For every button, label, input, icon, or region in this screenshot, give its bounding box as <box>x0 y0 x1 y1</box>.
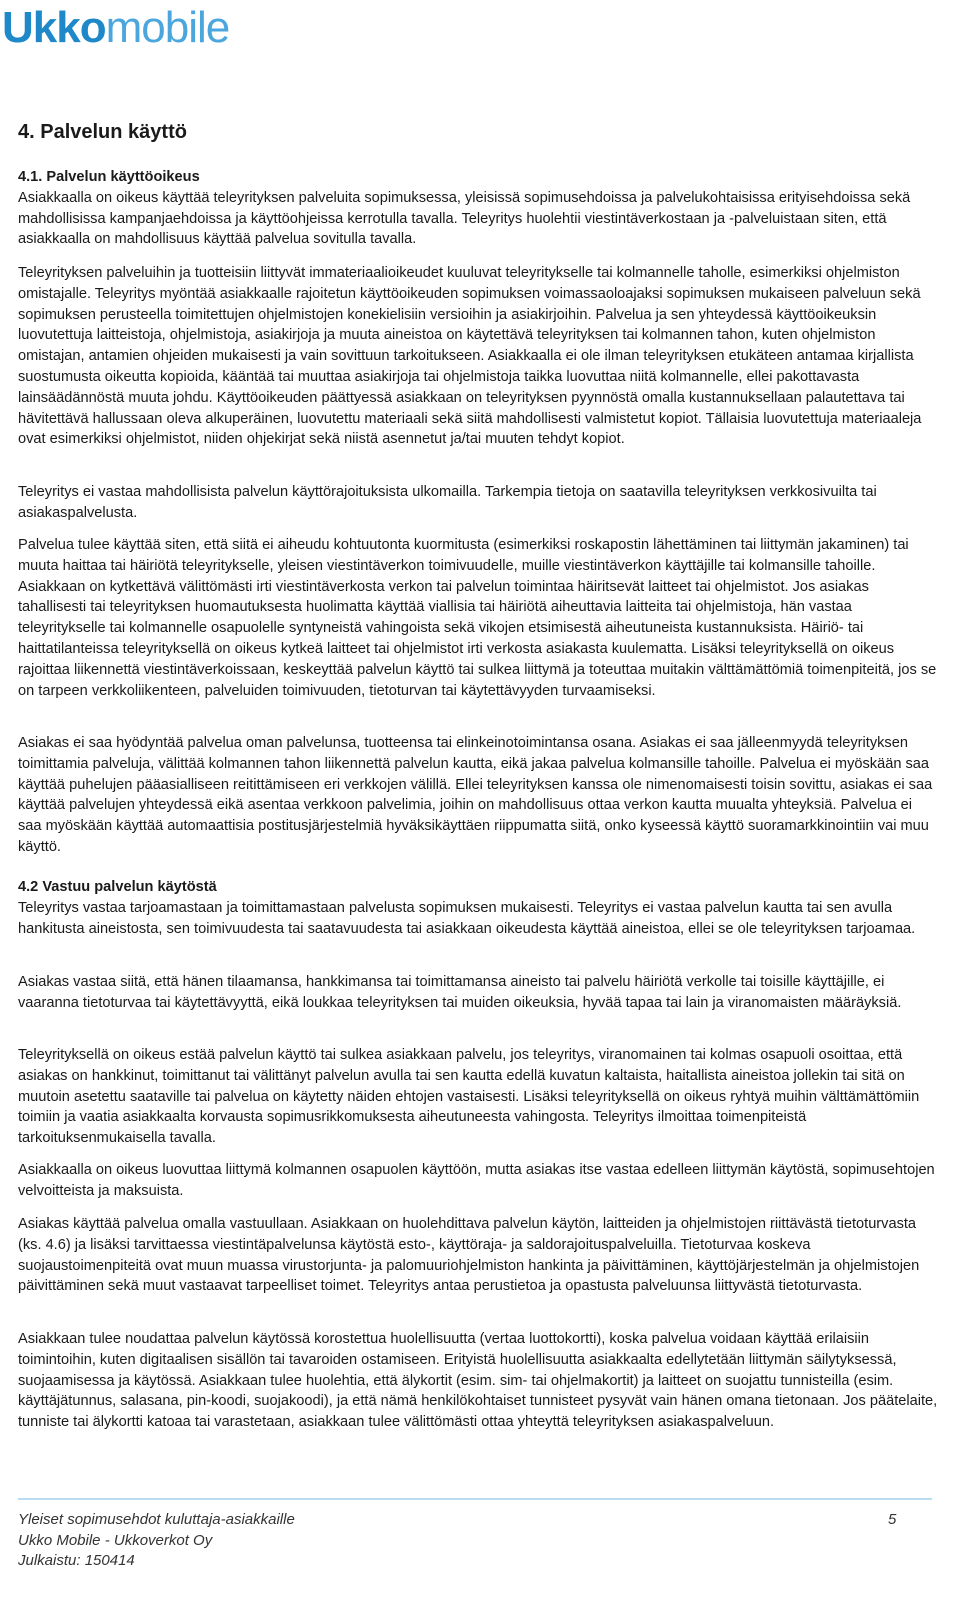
section-4-2-paragraph-6: Asiakkaan tulee noudattaa palvelun käytössä korostettua huolellisuutta (vertaa luottokortti), koska palvelua voidaan käyttää erilaisiin toimintoihin, kuten digitaalisen sisällön tai tavaroiden ostamiseen. Erityistä huolellisuutta asiakkaalta edellytetään liittymän säilytyksessä, suojaamisessa ja käytössä. Asiakkaan tulee huolehtia, että älykortit (esim. sim- tai ohjelmakortit) ja laitteet on suojattu tunnisteilla (esim. käyttäjätunnus, salasana, pin-koodi, suojakoodi), ja että nämä henkilökohtaiset tunnisteet pysyvät vain hänen omana tietonaan. Jos päätelaite, tunniste tai älykortti katoaa tai varastetaan, asiakkaan tulee välittömästi ottaa yhteyttä teleyrityksen asiakaspalveluun. <box>18 1331 938 1431</box>
section-4-2-paragraph-4: Asiakkaalla on oikeus luovuttaa liittymä kolmannen osapuolen käyttöön, mutta asiakas itse vastaa edelleen liittymän käytöstä, sopimusehtojen velvoitteista ja maksuista. <box>18 1162 935 1199</box>
ukko-mobile-logo <box>2 0 229 50</box>
footer-published: Julkaistu: 150414 <box>18 1552 135 1569</box>
section-4-2-paragraph-3: Teleyrityksellä on oikeus estää palvelun käyttö tai sulkea asiakkaan palvelu, jos teleyritys, viranomainen tai kolmas osapuoli osoittaa, että asiakas on hankkinut, toimittanut tai välittänyt palvelun avulla tai sen kautta edellä kuvatun kaltaista, haitallista aineistoa jollekin tai sitä on muutoin asetettu saataville tai palvelua on käytetty näiden ehtojen vastaisesti. Lisäksi teleyrityksellä on oikeus ryhtyä muihin välttämättömiin toimiin ja vaatia asiakkaalta korvausta sopimusrikkomuksesta aiheutuneesta vahingosta. Teleyritys ilmoittaa toimenpiteistä tarkoituksenmukaisella tavalla. <box>18 1047 920 1147</box>
footer <box>18 1510 295 1572</box>
section-4-2-heading: 4.2 Vastuu palvelun käytöstä <box>18 879 217 895</box>
section-4-1-paragraph-5: Asiakas ei saa hyödyntää palvelua oman palvelunsa, tuotteensa tai elinkeinotoimintansa osana. Asiakas ei saa jälleenmyydä teleyrityksen toimittamia palveluja, välittää kolmannen tahon liikennettä palvelun kautta, eikä jakaa palvelua kolmansille tahoille. Palvelua ei myöskään saa käyttää puhelujen pääasialliseen reitittämiseen eri verkkojen välillä. Ellei teleyrityksen kanssa ole nimenomaisesti toisin sovittu, asiakas ei saa käyttää palvelujen yhteydessä eikä asentaa verkkoon palvelimia, joihin on mahdollisuus ottaa verkon kautta muualta yhteyksiä. Palvelua ei saa myöskään käyttää automaattisia postitusjärjestelmiä hyväksikäyttäen riippumatta siitä, onko kyseessä käyttö suoramarkkinointiin vai muu käyttö. <box>18 735 933 855</box>
section-4-2-paragraph-1: Teleyritys vastaa tarjoamastaan ja toimittamastaan palvelusta sopimuksen mukaisesti. Teleyritys ei vastaa palvelun kautta tai sen avulla hankitusta aineistosta, sen toimivuudesta tai saatavuudesta tai asiakkaan oikeudesta käyttää aineistoa, ellei se ole teleyrityksen tarjoamaa. <box>18 899 916 937</box>
footer-document-title: Yleiset sopimusehdot kuluttaja-asiakkaille <box>18 1511 295 1528</box>
footer-company: Ukko Mobile - Ukkoverkot Oy <box>18 1531 213 1549</box>
section-4-2 <box>18 877 938 939</box>
section-4-2-paragraph-5: Asiakas käyttää palvelua omalla vastuullaan. Asiakkaan on huolehdittava palvelun käytön, laitteiden ja ohjelmistojen riittävästä tietoturvasta (ks. 4.6) ja lisäksi tarvittaessa viestintäpalvelunsa käytöstä esto-, käyttöraja- ja saldorajoituspalveluilla. Tietoturvaa koskeva suojaustoimenpiteitä ovat muun muassa virustorjunta- ja palomuuriohjelmiston hankinta ja päivittäminen, käyttöjärjestelmän ja ohjelmistojen päivittäminen sekä muut vastaavat tarpeelliset toimet. Teleyritys antaa perustietoa ja opastusta palveluunsa liittyvästä tietoturvasta. <box>18 1216 920 1295</box>
section-4-2-paragraph-2: Asiakas vastaa siitä, että hänen tilaamansa, hankkimansa tai toimittamansa aineisto tai palvelu häiriötä verkolle tai toisille käyttäjille, ei vaaranna tietoturvaa tai käytettävyyttä, eikä loukkaa teleyrityksen tai muiden oikeuksia, hyvää tapaa tai lain ja viranomaisten määräyksiä. <box>18 974 902 1011</box>
section-4-1-paragraph-2: Teleyrityksen palveluihin ja tuotteisiin liittyvät immateriaalioikeudet kuuluvat teleyritykselle tai kolmannelle taholle, esimerkiksi ohjelmiston omistajalle. Teleyritys myöntää asiakkaalle rajoitetun käyttöoikeuden sopimuksen voimassaoloajaksi sopimuksen mukaiseen palveluun sekä sopimuksen perusteella toimitettujen ohjelmistojen konekielisiin versioihin ja asiakirjoihin. Palvelua ja sen yhteydessä käyttöoikeuksin luovutettuja laitteistoja, ohjelmistoja, asiakirjoja ja muuta aineistoa on käytettävä teleyrityksen tai kolmannen tahon, kuten ohjelmiston omistajan, antamien ohjeiden mukaisesti ja vain sovittuun tarkoitukseen. Asiakkaalla ei ole ilman teleyrityksen etukäteen antamaa kirjallista suostumusta oikeutta kopioida, kääntää tai muuttaa asiakirjoja tai ohjelmistoja taikka luovuttaa niitä kolmannelle, ellei pakottavasta lainsäädännöstä muuta johdu. Käyttöoikeuden päättyessä asiakkaan on teleyrityksen pyynnöstä omalla kustannuksellaan palautettava tai hävitettävä hallussaan oleva alkuperäinen, luovutettu materiaali sekä siitä mahdollisesti valmistetut kopiot. Tällaisia luovutettuja materiaaleja ovat esimerkiksi ohjelmistot, niiden ohjekirjat sekä niistä asennetut ja/tai muuten tehdyt kopiot. <box>18 265 922 448</box>
page-number: 5 <box>888 1511 897 1528</box>
section-4-1-paragraph-1: Asiakkaalla on oikeus käyttää teleyrityksen palveluita sopimuksessa, yleisissä sopimusehdoissa ja palvelukohtaisissa erityisehdoissa sekä mahdollisissa kampanjaehdoissa ja käyttöohjeissa kerrotulla tavalla. Teleyritys huolehtii viestintäverkostaan ja -palveluistaan siten, että asiakkaalla on mahdollisuus käyttää palvelua sovitulla tavalla. <box>18 189 911 248</box>
footer-divider <box>18 1498 932 1500</box>
logo-ukko-text: Ukko <box>2 3 106 52</box>
section-4-1-heading: 4.1. Palvelun käyttöoikeus <box>18 169 200 185</box>
section-4-1-paragraph-4: Palvelua tulee käyttää siten, että siitä ei aiheudu kohtuutonta kuormitusta (esimerkiksi roskapostin lähettäminen tai liittymän jakaminen) tai muuta haittaa tai häiriötä teleyritykselle, yleisen viestintäverkon toimivuudelle, muille viestintäverkon käyttäjille tai kolmansille tahoille. Asiakkaan on kytkettävä välittömästi irti viestintäverkosta verkon tai palvelun toimintaa häiritsevät laitteet tai ohjelmistot. Jos asiakas tahallisesti tai teleyrityksen huomautuksesta huolimatta käyttää viallisia tai häiriötä aiheuttavia laitteita tai ohjelmistoja, hän vastaa teleyritykselle tai kolmannelle osapuolelle syntyneistä vahingoista sekä vikojen etsimisestä aiheutuneista kustannuksista. Häiriö- tai haittatilanteissa teleyrityksellä on oikeus kytkeä laitteet tai ohjelmistot irti verkosta asiakasta kuulematta. Lisäksi teleyrityksellä on oikeus rajoittaa liikennettä viestintäverkoissaan, keskeyttää palvelun käyttö tai sulkea liittymä ja toteuttaa muitakin välttämättömiä toimenpiteitä, jos se on tarpeen verkkoliikenteen, palveluiden toimivuuden, tietoturvan tai käytettävyyden turvaamiseksi. <box>18 537 937 699</box>
section-4-1 <box>18 167 938 250</box>
logo-mobile-text: mobile <box>105 3 230 52</box>
section-4-1-paragraph-3: Teleyritys ei vastaa mahdollisista palvelun käyttörajoituksista ulkomailla. Tarkempia tietoja on saatavilla teleyrityksen verkkosivuilta tai asiakaspalvelusta. <box>18 484 877 521</box>
page-title: 4. Palvelun käyttö <box>18 121 187 143</box>
